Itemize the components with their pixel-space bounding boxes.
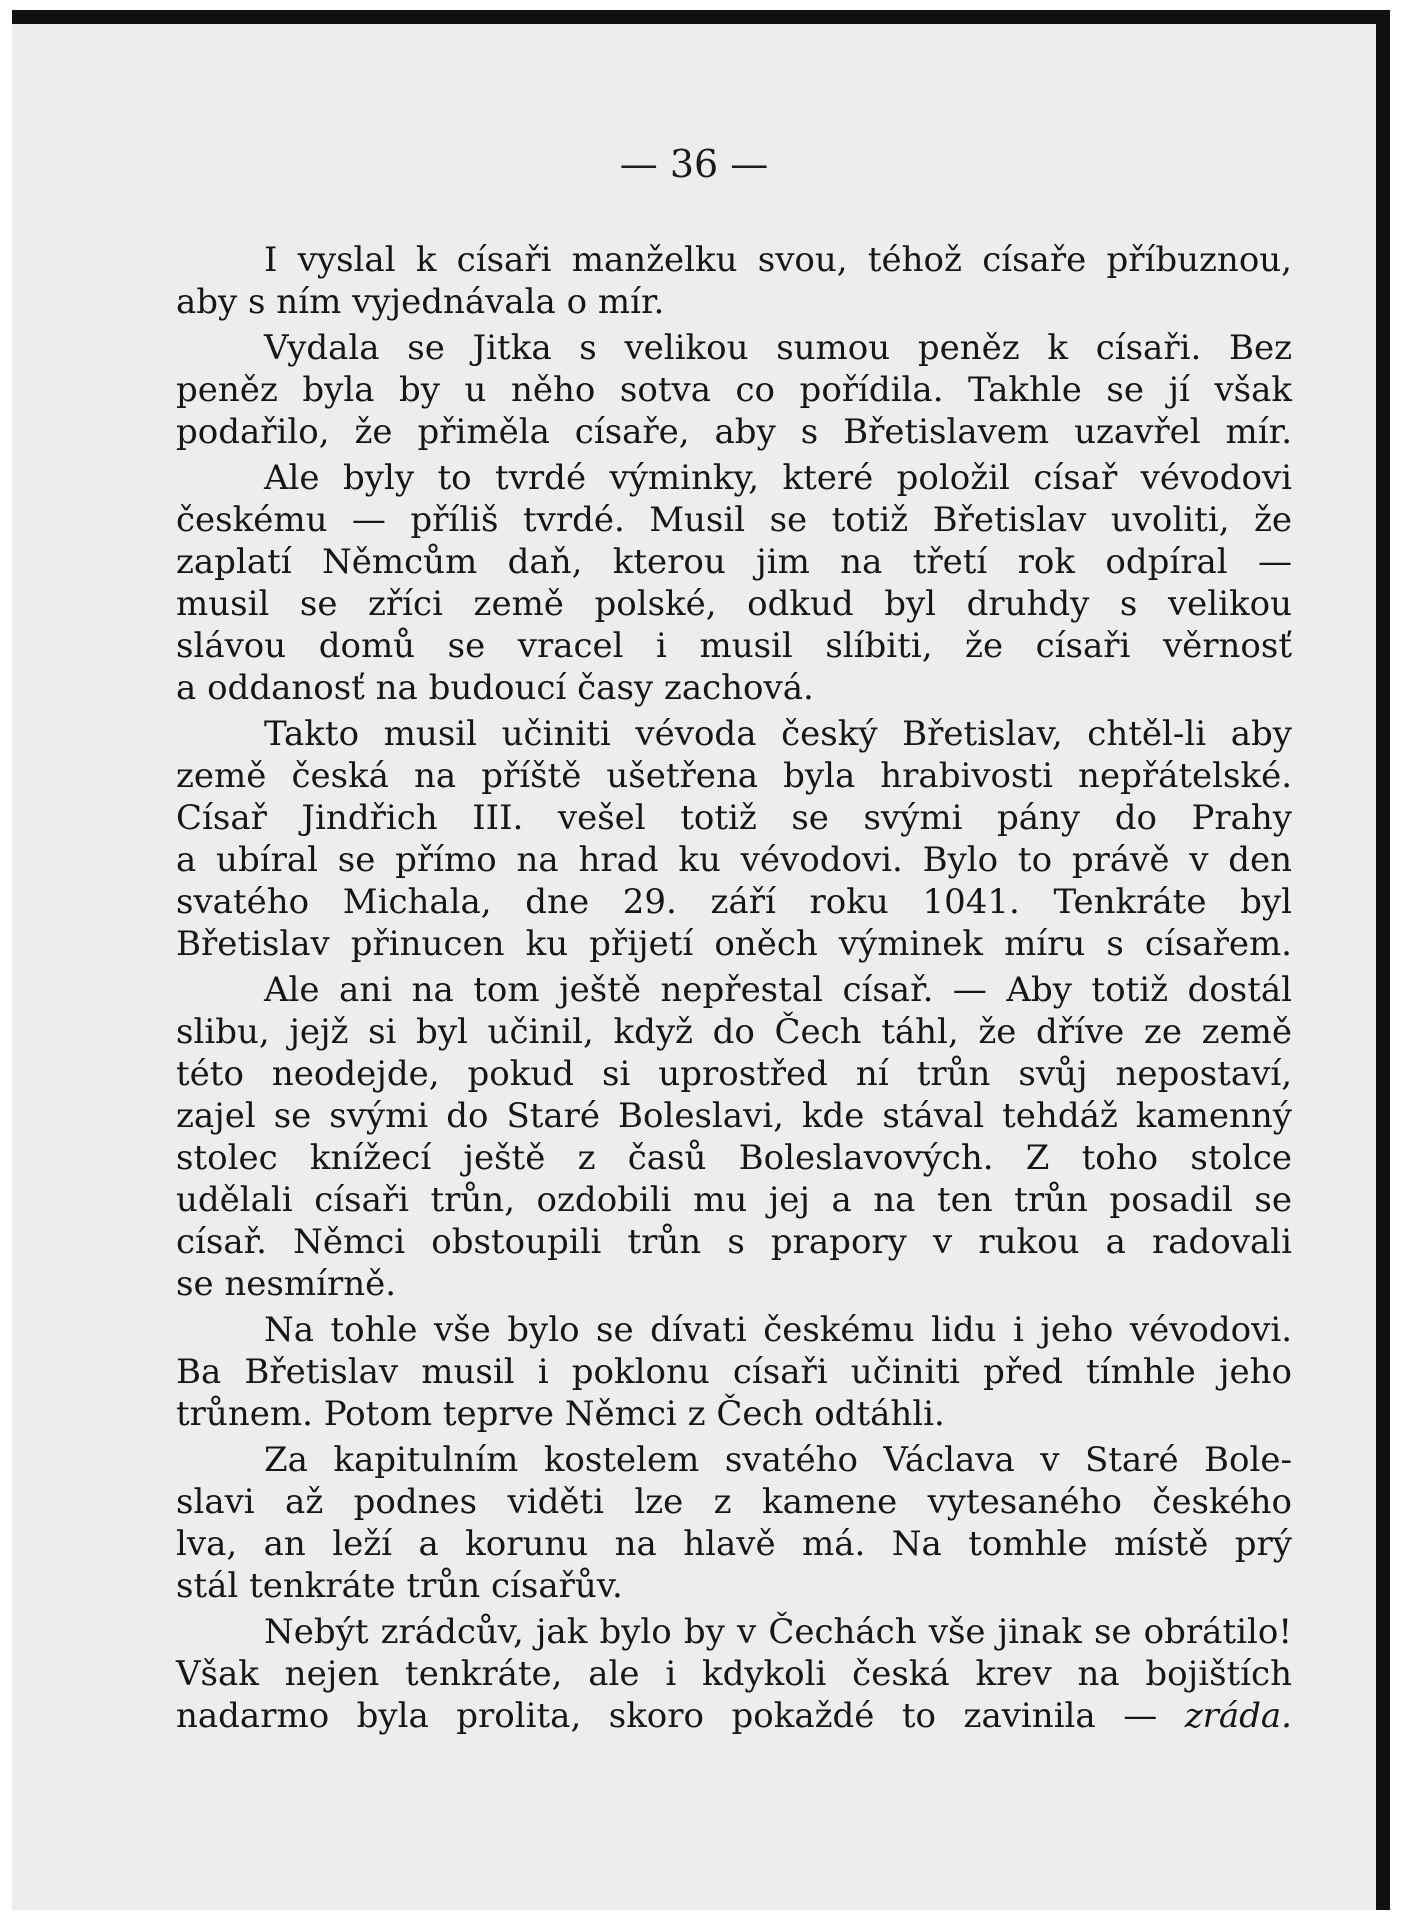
text-line: Nebýt zrádcův, jak bylo by v Čechách vše jinak se obrátilo!	[264, 1612, 1292, 1652]
text-line: země česká na příště ušetřena byla hrabivosti nepřátelské.	[176, 756, 1292, 796]
text-line: Na tohle vše bylo se dívati českému lidu i jeho vévodovi.	[264, 1310, 1292, 1350]
text-line: peněz byla by u něho sotva co pořídila. Takhle se jí však	[176, 370, 1292, 410]
paragraph	[176, 969, 1292, 1305]
text-line: zajel se svými do Staré Boleslavi, kde stával tehdáž kamenný	[176, 1096, 1292, 1136]
text-line: a oddanosť na budoucí časy zachová.	[176, 668, 814, 708]
text-line: zaplatí Němcům daň, kterou jim na třetí rok odpíral —	[176, 542, 1292, 582]
emphasized-word: zráda.	[1184, 1696, 1292, 1736]
paragraph	[176, 1439, 1292, 1607]
text-line	[176, 1695, 1292, 1737]
text-line: stolec knížecí ještě z časů Boleslavových. Z toho stolce	[176, 1138, 1292, 1178]
text-line: Vydala se Jitka s velikou sumou peněz k císaři. Bez	[264, 328, 1292, 368]
paragraph	[176, 239, 1292, 323]
paragraph	[176, 713, 1292, 965]
text-line: Ba Břetislav musil i poklonu císaři učiniti před tímhle jeho	[176, 1352, 1292, 1392]
text-line: stál tenkráte trůn císařův.	[176, 1566, 623, 1606]
text-line: císař. Němci obstoupili trůn s prapory v rukou a radovali	[176, 1222, 1292, 1262]
text-line: se nesmírně.	[176, 1264, 397, 1304]
text-line: Ale ani na tom ještě nepřestal císař. — Aby totiž dostál	[264, 970, 1292, 1010]
paragraph	[176, 327, 1292, 453]
text-line: udělali císaři trůn, ozdobili mu jej a na ten trůn posadil se	[176, 1180, 1292, 1220]
text-line: podařilo, že přiměla císaře, aby s Břetislavem uzavřel mír.	[176, 412, 1292, 452]
text-line: svatého Michala, dne 29. září roku 1041. Tenkráte byl	[176, 882, 1292, 922]
text-line: slibu, jejž si byl učinil, když do Čech táhl, že dříve ze země	[176, 1012, 1292, 1052]
text-line: trůnem. Potom teprve Němci z Čech odtáhli.	[176, 1394, 945, 1434]
text-line: Břetislav přinucen ku přijetí oněch výminek míru s císařem.	[176, 924, 1292, 964]
text-line: Za kapitulním kostelem svatého Václava v Staré Bole-	[264, 1440, 1292, 1480]
text-line: této neodejde, pokud si uprostřed ní trůn svůj nepostaví,	[176, 1054, 1292, 1094]
text-line: Takto musil učiniti vévoda český Břetislav, chtěl-li aby	[264, 714, 1292, 754]
text-line: Však nejen tenkráte, ale i kdykoli česká krev na bojištích	[176, 1654, 1292, 1694]
paragraph	[176, 457, 1292, 709]
text-line-content: nadarmo byla prolita, skoro pokaždé to zavinila —	[176, 1696, 1158, 1736]
text-line: a ubíral se přímo na hrad ku vévodovi. Bylo to právě v den	[176, 840, 1292, 880]
text-line: slávou domů se vracel i musil slíbiti, že císaři věrnosť	[176, 626, 1292, 666]
body-text	[176, 239, 1292, 1737]
text-line: aby s ním vyjednávala o mír.	[176, 282, 665, 322]
paragraph	[176, 1611, 1292, 1737]
text-line: slavi až podnes viděti lze z kamene vytesaného českého	[176, 1482, 1292, 1522]
text-line: I vyslal k císaři manželku svou, téhož císaře příbuznou,	[264, 240, 1292, 280]
text-line: českému — příliš tvrdé. Musil se totiž Břetislav uvoliti, že	[176, 500, 1292, 540]
paragraph	[176, 1309, 1292, 1435]
page-number: — 36 —	[619, 142, 769, 186]
text-line: lva, an leží a korunu na hlavě má. Na tomhle místě prý	[176, 1524, 1292, 1564]
text-line: musil se zříci země polské, odkud byl druhdy s velikou	[176, 584, 1292, 624]
text-line: Císař Jindřich III. vešel totiž se svými pány do Prahy	[176, 798, 1292, 838]
text-line: Ale byly to tvrdé výminky, které položil císař vévodovi	[264, 458, 1292, 498]
book-page	[12, 10, 1390, 1910]
